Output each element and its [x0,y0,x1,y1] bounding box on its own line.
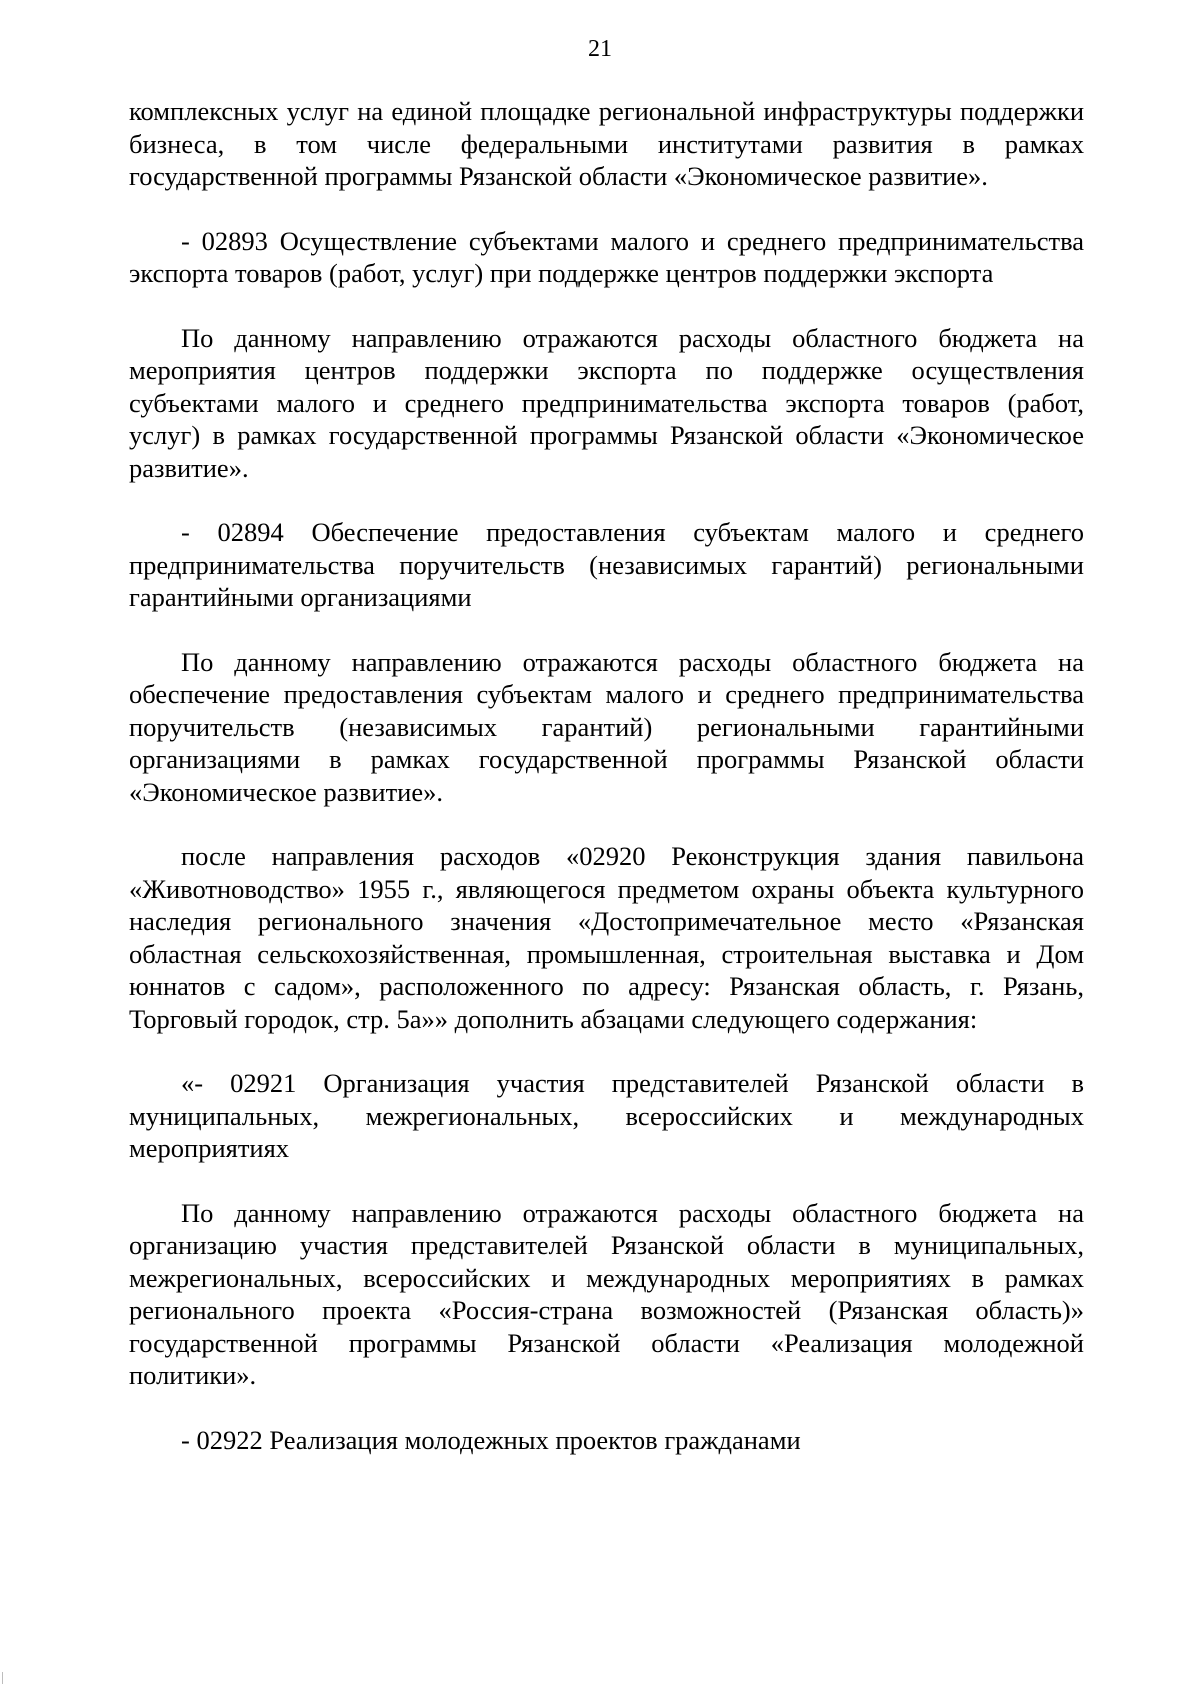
paragraph-02893-description: По данному направлению отражаются расходы областного бюджета на мероприятия центров поддержки экспорта по поддержке осуществления субъектами малого и среднего предпринимательства экспорта товаров (работ, услуг) в рамках государственной программы Рязанской области «Экономическое развитие». [129,322,1084,483]
paragraph-continuation: комплексных услуг на единой площадке региональной инфраструктуры поддержки бизнеса, в том числе федеральными институтами развития в рамках государственной программы Рязанской области «Экономическое развитие». [129,96,1084,191]
list-item-02893: - 02893 Осуществление субъектами малого и среднего предпринимательства экспорта товаров (работ, услуг) при поддержке центров поддержки экспорта [129,225,1084,288]
document-body [129,95,1084,1456]
paragraph-02894-description: По данному направлению отражаются расходы областного бюджета на обеспечение предоставления субъектам малого и среднего предпринимательства поручительств (независимых гарантий) региональными гарантийными организациями в рамках государственной программы Рязанской области «Экономическое развитие». [129,646,1084,807]
paragraph-02921-description: По данному направлению отражаются расходы областного бюджета на организацию участия представителей Рязанской области в муниципальных, межрегиональных, всероссийских и международных мероприятиях в рамках регионального проекта «Россия-страна возможностей (Рязанская область)» государственной программы Рязанской области «Реализация молодежной политики». [129,1197,1084,1390]
list-item-02922: - 02922 Реализация молодежных проектов гражданами [181,1424,801,1455]
scan-margin-mark [2,1672,6,1684]
list-item-02894: - 02894 Обеспечение предоставления субъектам малого и среднего предпринимательства поручительств (независимых гарантий) региональными гарантийными организациями [129,517,1084,612]
page-number: 21 [588,36,612,62]
paragraph-amendment-02920: после направления расходов «02920 Реконструкция здания павильона «Животноводство» 1955 г., являющегося предметом охраны объекта культурного наследия регионального значения «Достопримечательное место «Рязанская областная сельскохозяйственная, промышленная, строительная выставка и Дом юннатов с садом», расположенного по адресу: Рязанская область, г. Рязань, Торговый городок, стр. 5а»» дополнить абзацами следующего содержания: [129,841,1084,1034]
list-item-02921: «- 02921 Организация участия представителей Рязанской области в муниципальных, межрегиональных, всероссийских и международных мероприятиях [129,1068,1084,1163]
